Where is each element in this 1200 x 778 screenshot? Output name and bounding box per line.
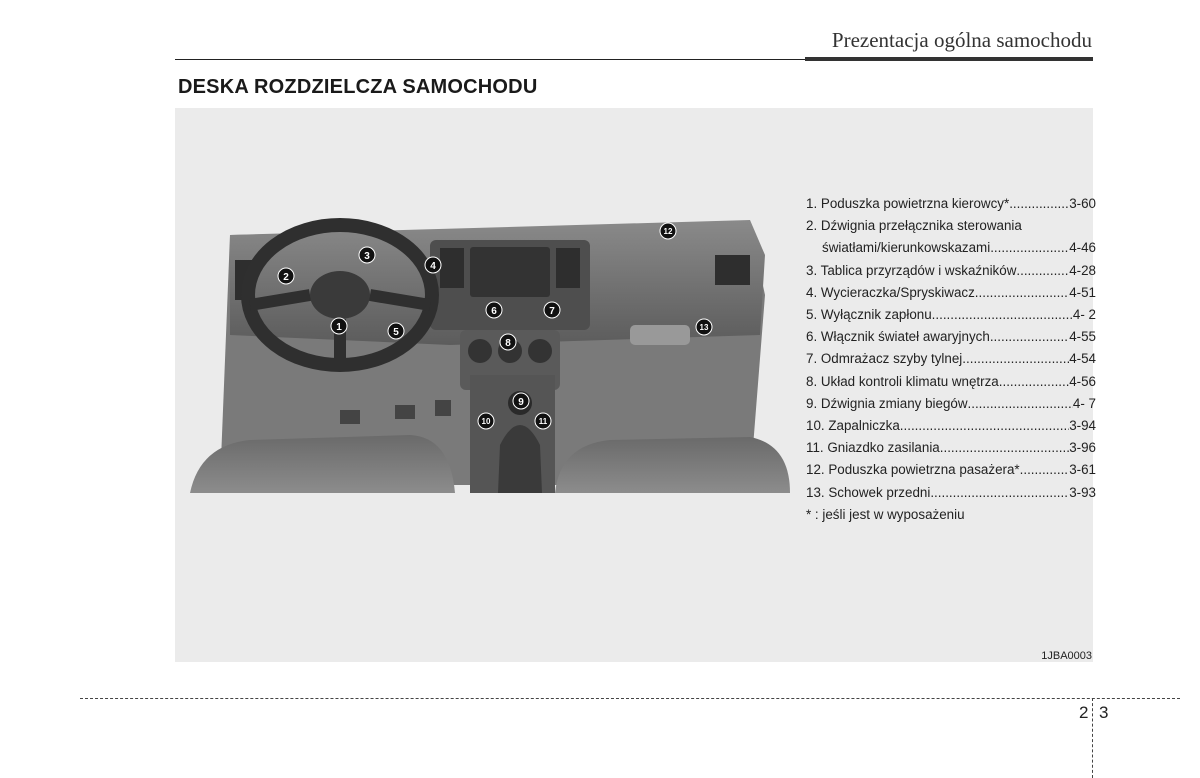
svg-text:12: 12 (663, 227, 673, 236)
page-number: 3 (1099, 703, 1109, 722)
svg-text:10: 10 (481, 417, 491, 426)
svg-text:13: 13 (699, 323, 709, 332)
page-number-chapter: 2 (1079, 703, 1089, 722)
callout-12 (660, 223, 676, 239)
legend-item: 13. Schowek przedni ..... 3-93 (806, 482, 1096, 504)
legend-footnote: * : jeśli jest w wyposażeniu (806, 506, 965, 522)
callout-11 (535, 413, 551, 429)
legend-item: 5. Wyłącznik zapłonu ..... 4- 2 (806, 304, 1096, 326)
svg-text:4: 4 (430, 261, 436, 272)
callout-5 (388, 323, 404, 339)
callout-8 (500, 334, 516, 350)
svg-text:6: 6 (491, 306, 497, 317)
callout-3 (359, 247, 375, 263)
legend-item: 1. Poduszka powietrzna kierowcy* ..... 3-60 (806, 193, 1096, 215)
legend-item: 2. Dźwignia przełącznika sterowania (806, 218, 1022, 234)
svg-text:3: 3 (364, 251, 370, 262)
component-legend (806, 193, 1096, 526)
callout-13 (696, 319, 712, 335)
callout-2 (278, 268, 294, 284)
callout-9 (513, 393, 529, 409)
page-title: DESKA ROZDZIELCZA SAMOCHODU (178, 76, 538, 98)
dashboard-illustration (190, 215, 790, 493)
svg-text:1: 1 (336, 322, 342, 333)
image-code: 1JBA0003 (1041, 650, 1092, 662)
page-split-divider (1092, 698, 1093, 778)
callout-7 (544, 302, 560, 318)
header-rule-accent (805, 57, 1093, 61)
legend-item: 8. Układ kontroli klimatu wnętrza ..... 4-56 (806, 371, 1096, 393)
legend-item: 6. Włącznik świateł awaryjnych ..... 4-55 (806, 326, 1096, 348)
legend-item: 11. Gniazdko zasilania ..... 3-96 (806, 437, 1096, 459)
svg-text:11: 11 (538, 417, 548, 426)
svg-text:5: 5 (393, 327, 399, 338)
legend-item: 10. Zapalniczka ..... 3-94 (806, 415, 1096, 437)
svg-text:2: 2 (283, 272, 289, 283)
callout-6 (486, 302, 502, 318)
legend-item-cont: światłami/kierunkowskazami ..... 4-46 (806, 237, 1096, 259)
legend-item: 3. Tablica przyrządów i wskaźników ..... 4-28 (806, 260, 1096, 282)
callout-1 (331, 318, 347, 334)
legend-item: 4. Wycieraczka/Spryskiwacz ..... 4-51 (806, 282, 1096, 304)
legend-item: 12. Poduszka powietrzna pasażera* ..... 3-61 (806, 459, 1096, 481)
svg-text:8: 8 (505, 338, 511, 349)
callout-10 (478, 413, 494, 429)
section-header: Prezentacja ogólna samochodu (831, 28, 1092, 52)
legend-item: 7. Odmrażacz szyby tylnej ..... 4-54 (806, 348, 1096, 370)
callout-4 (425, 257, 441, 273)
svg-text:9: 9 (518, 397, 524, 408)
footer-divider (80, 698, 1180, 699)
legend-item: 9. Dźwignia zmiany biegów ..... 4- 7 (806, 393, 1096, 415)
svg-text:7: 7 (549, 306, 555, 317)
